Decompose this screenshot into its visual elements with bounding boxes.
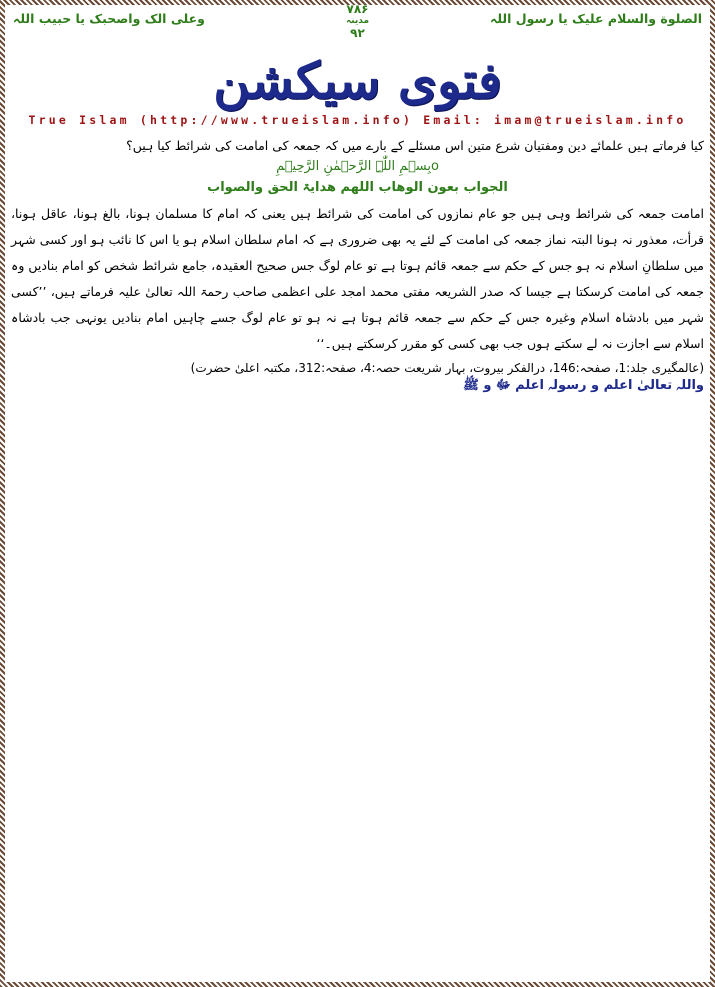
fatwa-page <box>5 5 710 982</box>
page-title: فتوی سیکشن <box>213 51 502 110</box>
answer-body: امامت جمعہ کی شرائط وہی ہیں جو عام نمازوں کی امامت کی شرائط ہیں یعنی کہ امام کا مسلمان ہونا، بالغ ہونا، عاقل ہونا، قرأت، معذور نہ ہونا البتہ نماز جمعہ کی امامت کے لئے یہ بھی ضروری ہے کہ امام سلطان اسلام ہو یا اس کا نائب ہو اور کسی شہر میں سلطانِ اسلام نہ ہو جس کے حکم سے جمعہ قائم ہوتا ہے تو عام لوگ جس صحیح العقیدہ، جامع شرائط شخص کو امام بنادیں وہ جمعہ کی امامت کرسکتا ہے جیسا کہ صدر الشریعہ مفتی محمد امجد علی اعظمی صاحب رحمۃ اللہ تعالیٰ علیہ فرماتے ہیں، ’’کسی شہر میں بادشاہ اسلام وغیرہ جس کے حکم سے جمعہ قائم ہوتا ہے نہ ہو تو عام لوگ جسے چاہیں امام بنادیں یونہی جب بادشاہ اسلام سے اجازت نہ لے سکتے ہوں جب بھی کسی کو مقرر کرسکتے ہیں۔‘‘ <box>11 206 704 351</box>
center-word: مدینہ <box>345 16 370 26</box>
bismillah: بِسۡمِ اللّٰہِ الرَّحۡمٰنِ الرَّحِیۡمِo <box>276 159 439 174</box>
center-number-2: ۹۲ <box>350 26 365 40</box>
reference-text: (عالمگیری جلد:1، صفحہ:146، درالفکر بیروت، بہار شریعت حصہ:4، صفحہ:312، مکتبہ اعلیٰ حضرت) <box>190 361 704 375</box>
contact-line: True Islam (http://www.trueislam.info) Email: imam@trueislam.info <box>28 113 687 127</box>
center-mark <box>346 5 369 39</box>
center-number: ۷۸۶ <box>346 5 369 16</box>
answer-opening: الجواب بعون الوھاب اللھم ھدایۃ الحق والصواب <box>207 180 508 195</box>
header-row <box>5 5 710 47</box>
question-text: کیا فرماتے ہیں علمائے دین ومفتیان شرع متین اس مسئلے کے بارے میں کہ جمعہ کی امامت کی شرائط کیا ہیں؟ <box>126 138 704 153</box>
closing-text: واللہ تعالیٰ اعلم و رسولہ اعلم ﷻ و ﷺ <box>463 378 704 393</box>
salutation-right: الصلوة والسلام علیک یا رسول اللہ <box>490 11 702 26</box>
salutation-left: وعلی الک واصحبک یا حبیب اللہ <box>13 11 205 26</box>
